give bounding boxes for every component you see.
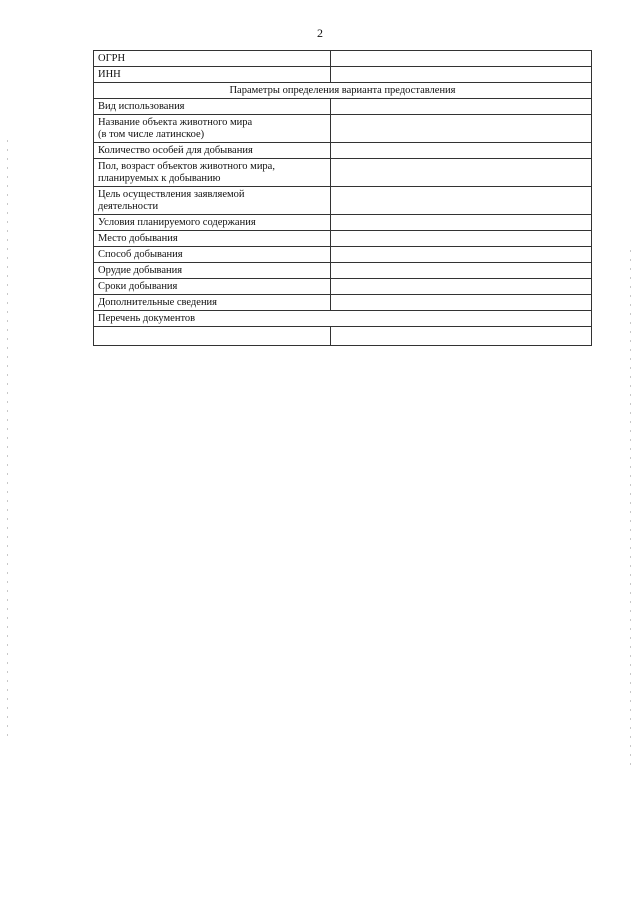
method-label bbox=[94, 247, 331, 263]
form-row-ogrn bbox=[94, 51, 592, 67]
dates-label bbox=[94, 279, 331, 295]
documents-label: Перечень документов bbox=[94, 311, 592, 327]
additional-info-label-line: Дополнительные сведения bbox=[98, 297, 218, 308]
dates-value-field[interactable] bbox=[331, 279, 592, 295]
sex-age-value-field[interactable] bbox=[331, 159, 592, 187]
inn-label: ИНН bbox=[94, 67, 331, 83]
ogrn-label: ОГРН bbox=[94, 51, 331, 67]
method-value-field[interactable] bbox=[331, 247, 592, 263]
document-entry-value-field[interactable] bbox=[331, 327, 592, 346]
purpose-label bbox=[94, 187, 331, 215]
usage-type-label bbox=[94, 99, 331, 115]
form-row-additional-info bbox=[94, 295, 592, 311]
keeping-conditions-label bbox=[94, 215, 331, 231]
quantity-label-line: Количество особей для добывания bbox=[98, 145, 253, 156]
purpose-label-line-1: Цель осуществления заявляемой bbox=[98, 189, 245, 200]
form-row-quantity bbox=[94, 143, 592, 159]
form-row-purpose bbox=[94, 187, 592, 215]
document-entry-field[interactable] bbox=[94, 327, 331, 346]
usage-type-label-line: Вид использования bbox=[98, 101, 185, 112]
animal-name-value-field[interactable] bbox=[331, 115, 592, 143]
ogrn-value-field[interactable] bbox=[331, 51, 592, 67]
scan-artifact-right bbox=[630, 250, 631, 770]
keeping-conditions-label-line: Условия планируемого содержания bbox=[98, 217, 256, 228]
form-row-usage-type bbox=[94, 99, 592, 115]
form-row-place bbox=[94, 231, 592, 247]
usage-type-value-field[interactable] bbox=[331, 99, 592, 115]
place-value-field[interactable] bbox=[331, 231, 592, 247]
tool-value-field[interactable] bbox=[331, 263, 592, 279]
animal-name-label-line-2: (в том числе латинское) bbox=[98, 128, 205, 140]
form-row-keeping-conditions bbox=[94, 215, 592, 231]
form-row-section-header bbox=[94, 83, 592, 99]
dates-label-line: Сроки добывания bbox=[98, 281, 178, 292]
tool-label bbox=[94, 263, 331, 279]
tool-label-line: Орудие добывания bbox=[98, 265, 183, 276]
keeping-conditions-value-field[interactable] bbox=[331, 215, 592, 231]
place-label-line: Место добывания bbox=[98, 233, 178, 244]
form-row-dates bbox=[94, 279, 592, 295]
sex-age-label bbox=[94, 159, 331, 187]
application-form-table bbox=[93, 50, 592, 346]
page-number: 2 bbox=[317, 26, 323, 40]
sex-age-label-line-1: Пол, возраст объектов животного мира, bbox=[98, 161, 275, 172]
place-label bbox=[94, 231, 331, 247]
animal-name-label bbox=[94, 115, 331, 143]
scan-artifact-left bbox=[7, 140, 8, 740]
form-row-documents-header bbox=[94, 311, 592, 327]
form-row-inn bbox=[94, 67, 592, 83]
form-row-sex-age bbox=[94, 159, 592, 187]
purpose-label-line-2: деятельности bbox=[98, 200, 159, 212]
quantity-label bbox=[94, 143, 331, 159]
purpose-value-field[interactable] bbox=[331, 187, 592, 215]
quantity-value-field[interactable] bbox=[331, 143, 592, 159]
animal-name-label-line-1: Название объекта животного мира bbox=[98, 117, 253, 128]
additional-info-value-field[interactable] bbox=[331, 295, 592, 311]
section-title: Параметры определения варианта предоставления bbox=[94, 83, 592, 99]
sex-age-label-line-2: планируемых к добыванию bbox=[98, 172, 221, 184]
form-row-method bbox=[94, 247, 592, 263]
method-label-line: Способ добывания bbox=[98, 249, 183, 260]
inn-value-field[interactable] bbox=[331, 67, 592, 83]
form-row-documents-entry bbox=[94, 327, 592, 346]
form-row-animal-name bbox=[94, 115, 592, 143]
additional-info-label bbox=[94, 295, 331, 311]
form-row-tool bbox=[94, 263, 592, 279]
